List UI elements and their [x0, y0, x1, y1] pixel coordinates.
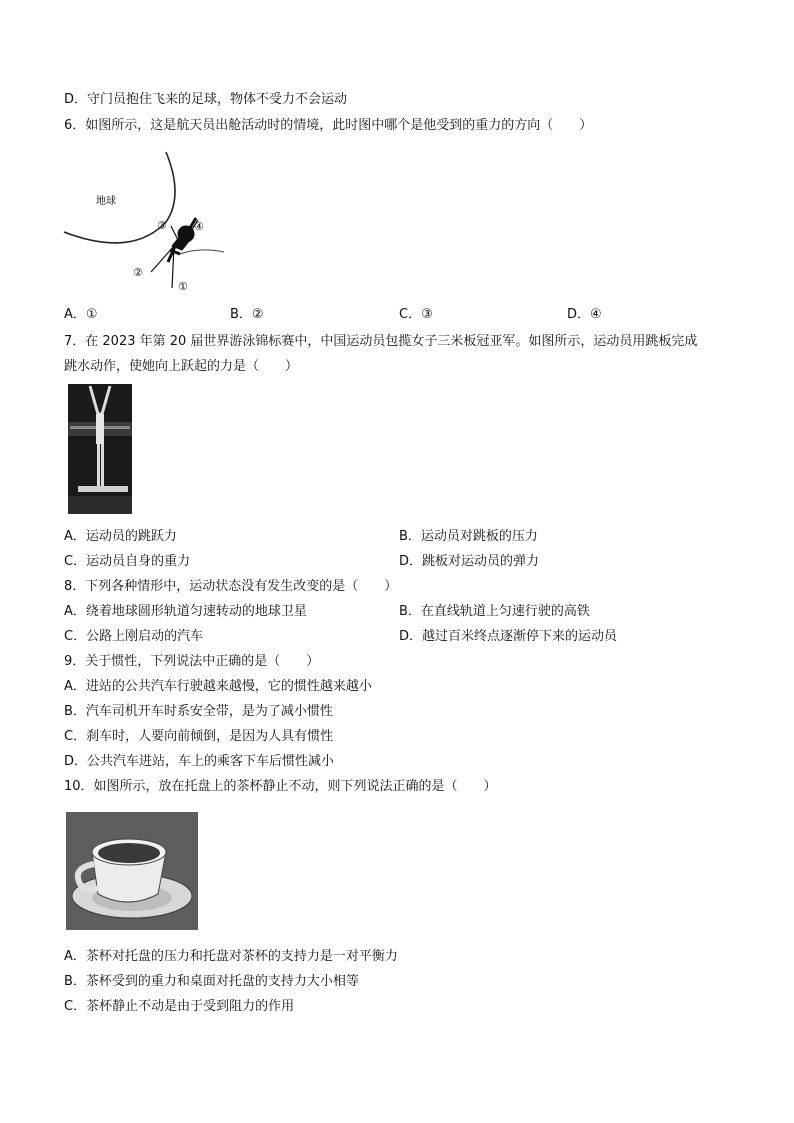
q10-teacup-photo	[66, 812, 198, 930]
q9-option-c: C．刹车时，人要向前倾倒，是因为人具有惯性	[64, 729, 334, 744]
q8-stem: 8．下列各种情形中，运动状态没有发生改变的是（ ）	[64, 579, 398, 594]
q9-option-a: A．进站的公共汽车行驶越来越慢，它的惯性越来越小	[64, 679, 372, 694]
q7-option-c: C．运动员自身的重力	[64, 554, 191, 569]
q10-option-a: A．茶杯对托盘的压力和托盘对茶杯的支持力是一对平衡力	[64, 949, 398, 964]
q9-stem: 9．关于惯性，下列说法中正确的是（ ）	[64, 654, 320, 669]
arrow-label-4: ④	[194, 220, 204, 233]
q10-option-b: B．茶杯受到的重力和桌面对托盘的支持力大小相等	[64, 974, 359, 989]
arrow-label-2: ②	[133, 266, 143, 279]
q6-option-a: A．①	[64, 307, 98, 322]
q6-option-c: C．③	[399, 307, 433, 322]
q7-diver-photo	[68, 384, 132, 514]
q7-option-a: A．运动员的跳跃力	[64, 529, 177, 544]
arrow-label-3: ③	[157, 219, 167, 232]
q9-option-b: B．汽车司机开车时系安全带，是为了减小惯性	[64, 704, 333, 719]
q5-option-d: D．守门员抱住飞来的足球，物体不受力不会运动	[64, 92, 348, 107]
q10-stem: 10．如图所示，放在托盘上的茶杯静止不动，则下列说法正确的是（ ）	[64, 779, 497, 794]
q7-stem-line-2: 跳水动作，使她向上跃起的力是（ ）	[64, 359, 299, 374]
earth-label: 地球	[96, 196, 116, 207]
q8-option-a: A．绕着地球圆形轨道匀速转动的地球卫星	[64, 604, 307, 619]
q6-option-b: B．②	[230, 307, 264, 322]
q10-option-c: C．茶杯静止不动是由于受到阻力的作用	[64, 999, 295, 1014]
q9-option-d: D．公共汽车进站，车上的乘客下车后惯性减小	[64, 754, 335, 769]
arrow-label-1: ①	[178, 280, 188, 293]
q6-option-d: D．④	[567, 307, 602, 322]
q7-stem-line-1: 7．在 2023 年第 20 届世界游泳锦标赛中，中国运动员包揽女子三米板冠亚军。如图所示，运动员用跳板完成	[64, 334, 698, 349]
q8-option-b: B．在直线轨道上匀速行驶的高铁	[399, 604, 590, 619]
ground-line	[180, 250, 224, 254]
arrow-labels	[133, 219, 204, 293]
q6-stem: 6．如图所示，这是航天员出舱活动时的情境，此时图中哪个是他受到的重力的方向（ ）	[64, 118, 593, 133]
q8-option-d: D．越过百米终点逐渐停下来的运动员	[399, 629, 618, 644]
q7-option-d: D．跳板对运动员的弹力	[399, 554, 540, 569]
astronaut	[168, 218, 196, 262]
q6-astronaut-figure	[62, 150, 232, 300]
q8-option-c: C．公路上刚启动的汽车	[64, 629, 204, 644]
q7-option-b: B．运动员对跳板的压力	[399, 529, 538, 544]
